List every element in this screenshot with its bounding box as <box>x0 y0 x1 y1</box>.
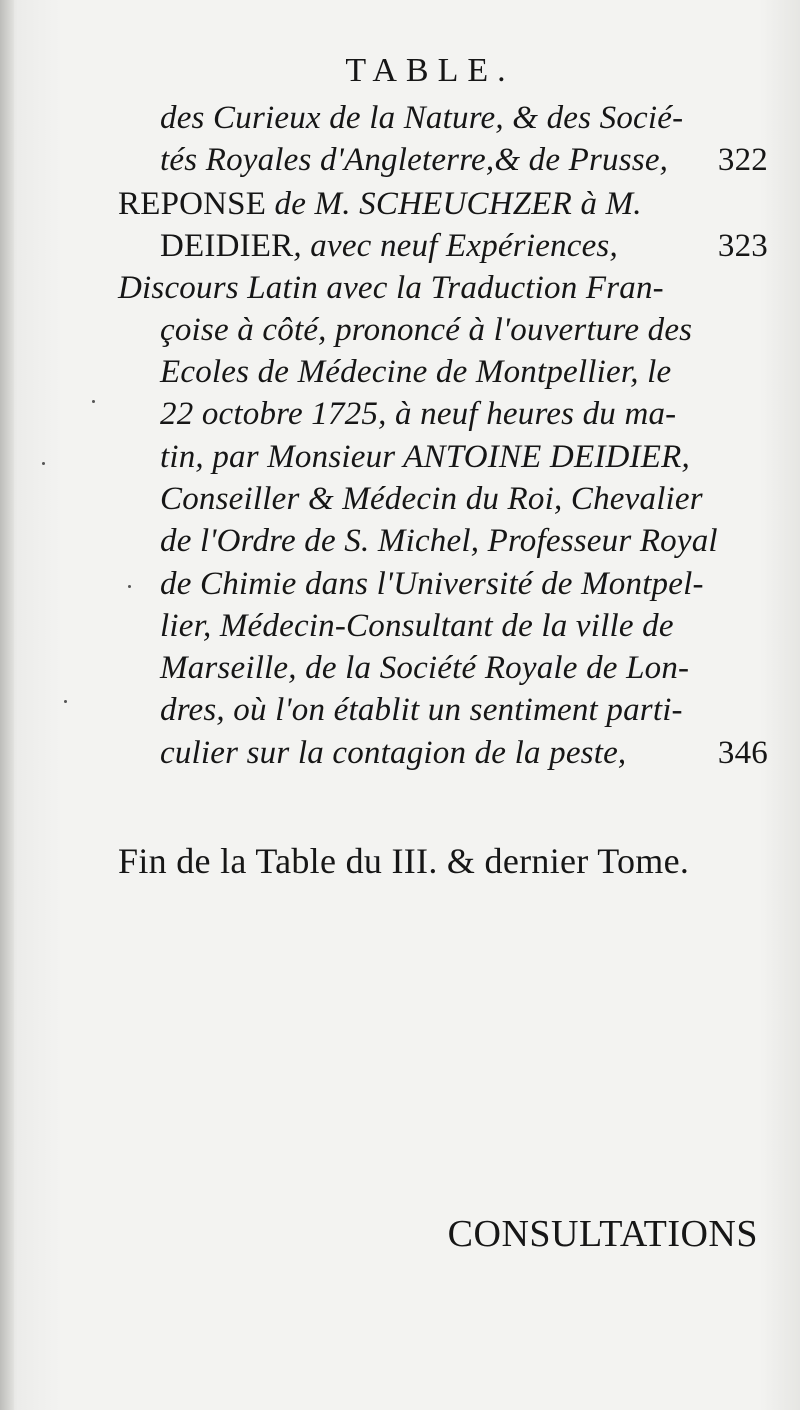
entry-text: tin, par Monsieur ANTOINE DEIDIER, <box>160 439 690 475</box>
entry-text: culier sur la contagion de la peste, <box>160 735 627 771</box>
table-entry-line <box>160 481 768 518</box>
table-entry-line <box>160 142 768 179</box>
entry-text: tés Royales d'Angleterre,& de Prusse, <box>160 142 669 178</box>
entry-text: Conseiller & Médecin du Roi, Chevalier <box>160 481 703 517</box>
table-entry-line <box>160 354 768 391</box>
page-gutter <box>0 0 14 1410</box>
table-entry-line <box>160 100 768 137</box>
catchword: CONSULTATIONS <box>447 1213 758 1255</box>
entry-name: DEIDIER <box>160 228 294 264</box>
table-entry-line <box>160 650 768 687</box>
entry-text: de l'Ordre de S. Michel, Professeur Royal <box>160 523 718 559</box>
end-of-table-note: Fin de la Table du III. & dernier Tome. <box>118 841 690 881</box>
page-number: 322 <box>717 142 768 178</box>
entry-text: de Chimie dans l'Université de Montpel- <box>160 566 704 602</box>
page-number: 323 <box>717 228 768 264</box>
entry-text: lier, Médecin-Consultant de la ville de <box>160 608 674 644</box>
table-entry-line <box>160 396 768 433</box>
entry-name: de M. <box>266 186 360 222</box>
ink-speck <box>64 700 67 703</box>
entry-text: Ecoles de Médecine de Montpellier, le <box>160 354 672 390</box>
page-heading: TABLE. <box>345 52 515 89</box>
entry-text: dres, où l'on établit un sentiment parti- <box>160 692 683 728</box>
ink-speck <box>92 400 95 403</box>
entry-text: des Curieux de la Nature, & des Socié- <box>160 100 684 136</box>
entry-text: , avec neuf Expériences, <box>293 228 618 264</box>
table-entry-line <box>160 228 768 265</box>
table-entry-line <box>160 439 768 476</box>
table-entry-line <box>160 735 768 772</box>
table-entry-line <box>160 523 768 560</box>
table-entry-line <box>160 608 768 645</box>
entry-text: Marseille, de la Société Royale de Lon- <box>160 650 690 686</box>
table-entry-line <box>118 270 768 307</box>
entry-text: 22 octobre 1725, à neuf heures du ma- <box>160 396 677 432</box>
table-entry-line <box>160 312 768 349</box>
entry-text: çoise à côté, prononcé à l'ouverture des <box>160 312 693 348</box>
entry-text: Discours Latin avec la Traduction Fran- <box>118 270 664 306</box>
entry-heading-word: REPONSE <box>118 186 267 222</box>
table-entry-line <box>160 566 768 603</box>
table-entry-line <box>160 692 768 729</box>
ink-speck <box>42 462 45 465</box>
page-number: 346 <box>717 735 768 771</box>
entry-text: SCHEUCHZER à M. <box>359 186 642 222</box>
table-entry-line <box>118 186 768 223</box>
ink-speck <box>128 585 131 588</box>
